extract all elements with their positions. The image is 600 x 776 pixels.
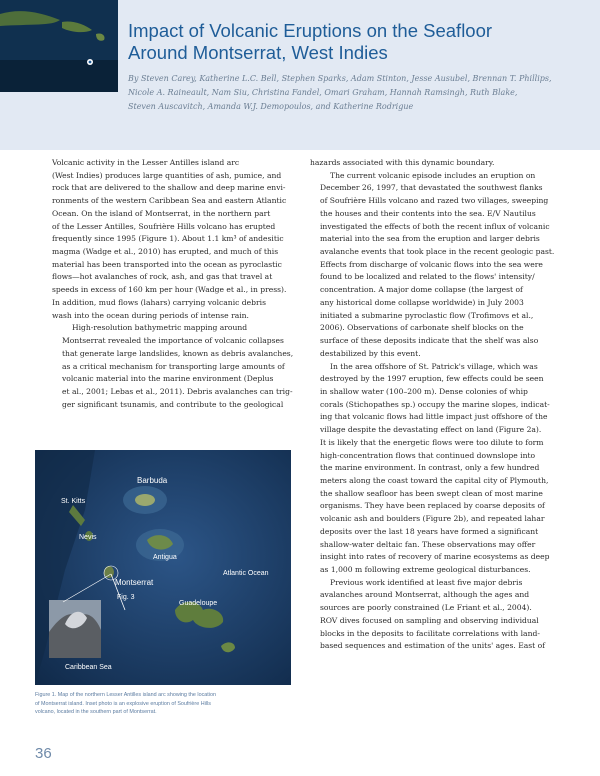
text-line: Effects from discharge of volcanic flows into the sea were xyxy=(320,259,543,269)
text-line: ROV dives focused on sampling and observing individual xyxy=(320,615,539,625)
barbuda-label: Barbuda xyxy=(137,476,168,485)
text-line: concentration. A major dome collapse (the largest of xyxy=(320,285,523,295)
text-line: wash into the ocean during periods of intense rain. xyxy=(52,310,249,320)
caption-line: Figure 1. Map of the northern Lesser Antilles island arc showing the location xyxy=(35,692,216,698)
caption-line: of Montserrat island. Inset photo is an explosive eruption of Soufrière Hills xyxy=(35,700,211,707)
text-line: that generate large landslides, known as debris avalanches, xyxy=(62,348,294,358)
body-column-right xyxy=(310,157,560,653)
text-line: in shallow water (100–200 m). Dense colonies of whip xyxy=(320,386,528,396)
st-kitts-label: St. Kitts xyxy=(61,498,86,505)
text-line: the marine environment. In contrast, only a few hundred xyxy=(320,463,540,473)
author-line: Steven Auscavitch, Amanda W.J. Demopoulos, and Katherine Rodrigue xyxy=(128,102,414,111)
text-line: ing that volcanic flows had little impact just offshore of the xyxy=(320,412,548,422)
text-line: (West Indies) produces large quantities of ash, pumice, and xyxy=(52,170,282,180)
text-line: surface of these deposits indicate that the shelf was also xyxy=(320,336,539,346)
body-paragraph xyxy=(310,577,560,653)
text-line: flows—hot avalanches of rock, ash, and gas that travel at xyxy=(52,272,273,282)
text-line: hazards associated with this dynamic boundary. xyxy=(310,158,495,167)
text-line: of Soufrière Hills volcano and razed two villages, sweeping xyxy=(320,196,549,206)
text-line: volcanic material into the marine environment (Deplus xyxy=(62,374,274,384)
antigua-label: Antigua xyxy=(153,554,177,561)
text-line: corals (Stichopathes sp.) occupy the marine slopes, indicat- xyxy=(320,399,550,409)
text-line: the houses and their contents into the sea. E/V Nautilus xyxy=(320,208,536,218)
body-paragraph xyxy=(310,361,560,577)
text-line: frequently since 1995 (Figure 1). About 1.1 km³ of andesitic xyxy=(52,234,284,244)
text-line: based sequences and estimation of the units' ages. East of xyxy=(320,641,546,651)
text-line: deposits over the last 18 years have formed a significant xyxy=(320,526,539,536)
text-line: December 26, 1997, that devastated the southwest flanks xyxy=(320,183,543,193)
atlantic-ocean-label: Atlantic Ocean xyxy=(223,570,269,577)
montserrat-label: Montserrat xyxy=(115,578,154,587)
guadeloupe-label: Guadeloupe xyxy=(179,600,218,607)
text-line: ronments of the western Caribbean Sea and eastern Atlantic xyxy=(52,196,287,206)
figure-caption xyxy=(35,691,297,717)
caribbean-inset-map xyxy=(0,0,118,92)
text-line: magma (Wadge et al., 2010) has erupted, and much of this xyxy=(52,247,279,257)
title-line: Around Montserrat, West Indies xyxy=(128,42,388,63)
text-line: et al., 2001; Lebas et al., 2011). Debris avalanches can trig- xyxy=(62,386,293,396)
text-line: as 1,000 m following extreme geological disturbances. xyxy=(320,565,531,574)
text-line: speeds in excess of 160 km per hour (Wadge et al., in press). xyxy=(52,285,287,295)
nevis-label: Nevis xyxy=(79,534,97,541)
text-line: Montserrat revealed the importance of volcanic collapses xyxy=(62,336,284,346)
text-line: In the area offshore of St. Patrick's village, which was xyxy=(330,361,538,371)
text-line: Ocean. On the island of Montserrat, in the northern part xyxy=(52,208,271,218)
article-title xyxy=(128,20,588,64)
text-line: blocks in the deposits to facilitate correlations with land- xyxy=(320,628,540,638)
text-line: organisms. They have been replaced by coarse deposits of xyxy=(320,501,545,511)
text-line: material into the sea from the eruption and larger debris xyxy=(320,234,540,244)
caribbean-sea-label: Caribbean Sea xyxy=(65,664,112,671)
text-line: ger significant tsunamis, and contribute to the geological xyxy=(62,399,284,409)
body-paragraph xyxy=(310,157,560,170)
author-line: Nicole A. Raineault, Nam Siu, Christina Fandel, Omari Graham, Hannah Ramsingh, Ruth Blake, xyxy=(128,88,518,97)
map-graphic xyxy=(35,450,291,685)
text-line: as a critical mechanism for transporting large amounts of xyxy=(62,361,285,371)
body-paragraph xyxy=(52,322,292,411)
text-line: rock that are delivered to the shallow and deep marine envi- xyxy=(52,183,286,193)
text-line: destabilized by this event. xyxy=(320,348,421,358)
text-line: shallow-water deltaic fan. These observations may offer xyxy=(320,539,536,549)
text-line: meters along the coast toward the capital city of Plymouth, xyxy=(320,475,549,485)
header-band xyxy=(0,0,600,150)
text-line: Previous work identified at least five major debris xyxy=(330,577,523,587)
text-line: destroyed by the 1997 eruption, few effects could be seen xyxy=(320,374,544,384)
text-line: high-concentration flows that continued downslope into xyxy=(320,450,536,460)
body-paragraph xyxy=(310,170,560,361)
text-line: volcanic ash and boulders (Figure 2b), and repeated lahar xyxy=(320,514,545,524)
author-line: By Steven Carey, Katherine L.C. Bell, Stephen Sparks, Adam Stinton, Jesse Ausubel, Brennan T. Phillips, xyxy=(128,74,552,83)
page-number: 36 xyxy=(35,745,52,762)
fig3-label: Fig. 3 xyxy=(117,594,135,601)
title-line: Impact of Volcanic Eruptions on the Seafloor xyxy=(128,20,493,41)
text-line: village despite the devastating effect on land (Figure 2a). xyxy=(320,425,542,435)
text-line: investigated the effects of both the recent influx of volcanic xyxy=(320,221,550,231)
text-line: material has been transported into the ocean as pyroclastic xyxy=(52,259,282,269)
text-line: In addition, mud flows (lahars) carrying volcanic debris xyxy=(52,297,266,307)
caption-line: volcano, located in the southern part of Montserrat. xyxy=(35,709,157,716)
text-line: avalanches around Montserrat, although the ages and xyxy=(320,590,530,600)
text-line: the shallow seafloor has been swept clean of most marine xyxy=(320,488,543,498)
text-line: initiated a submarine pyroclastic flow (Trofimovs et al., xyxy=(320,310,534,320)
text-line: High-resolution bathymetric mapping around xyxy=(72,323,248,333)
text-line: It is likely that the energetic flows were too dilute to form xyxy=(320,437,544,447)
text-line: The current volcanic episode includes an eruption on xyxy=(330,170,536,180)
text-line: any historical dome collapse worldwide) in July 2003 xyxy=(320,297,524,307)
text-line: 2006). Observations of carbonate shelf blocks on the xyxy=(320,323,524,333)
inset-map-graphic xyxy=(0,0,118,92)
text-line: sources are poorly constrained (Le Friant et al., 2004). xyxy=(320,603,532,613)
text-line: found to be localized and related to the flows' intensity/ xyxy=(320,272,535,282)
text-line: avalanche events that took place in the recent geologic past. xyxy=(320,247,555,257)
text-line: insight into rates of recovery of marine ecosystems as deep xyxy=(320,552,550,562)
body-column-left xyxy=(52,157,292,411)
author-list xyxy=(128,72,590,114)
text-line: of the Lesser Antilles, Soufrière Hills volcano has erupted xyxy=(52,221,276,231)
body-paragraph xyxy=(52,157,292,322)
figure-1-map xyxy=(35,450,291,685)
text-line: Volcanic activity in the Lesser Antilles island arc xyxy=(52,158,240,167)
